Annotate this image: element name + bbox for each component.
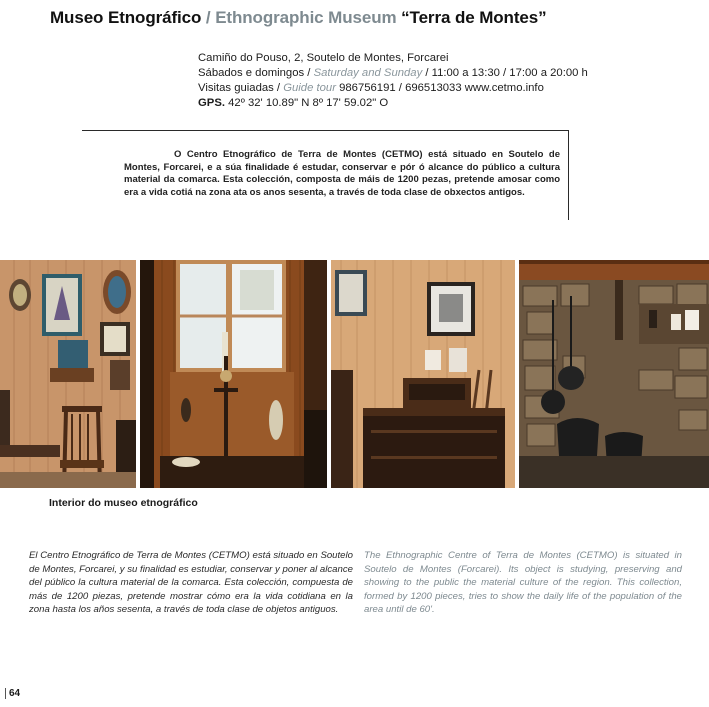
- title-english: Ethnographic Museum: [215, 8, 397, 27]
- gps-line: [198, 96, 588, 111]
- title-museum-name: “Terra de Montes”: [396, 8, 547, 27]
- gps-label: GPS.: [198, 97, 225, 109]
- gps-value: 42º 32' 10.89" N 8º 17' 59.02" O: [225, 97, 389, 109]
- intro-galician: O Centro Etnográfico de Terra de Montes (CETMO) está situado en Soutelo de Montes, Forcarei, e a súa finalidade é estudar, conservar e pór ó alcance do público a cultura material da comarca. Esta colección, composta de máis de 1200 pezas, pretende amosar como era a vida cotiá na zona ata os anos sesenta, a través de toda clase de obxectos antigos.: [124, 149, 560, 198]
- days-english: Saturday and Sunday: [313, 67, 423, 79]
- page-number: 64: [5, 688, 20, 699]
- title-galician: Museo Etnográfico: [50, 8, 202, 27]
- page-title: [50, 8, 547, 28]
- photo-caption: Interior do museo etnográfico: [49, 497, 198, 509]
- tours-english: Guide tour: [283, 82, 336, 94]
- hours: / 11:00 a 13:30 / 17:00 a 20:00 h: [422, 67, 588, 79]
- address-line: Camiño do Pouso, 2, Soutelo de Montes, Forcarei: [198, 52, 449, 64]
- days-galician: Sábados e domingos /: [198, 67, 314, 79]
- phones-website: 986756191 / 696513033 www.cetmo.info: [335, 82, 544, 94]
- tours-galician: Visitas guiadas /: [198, 82, 284, 94]
- body-spanish: El Centro Etnográfico de Terra de Montes (CETMO) está situado en Soutelo de Montes, Forcarei, y su finalidad es estudiar, conservar y poner al alcance del público la cultura material de la comarca. Esta colección, compuesta de más de 1200 piezas, pretende mostrar cómo era la vida cotidiana en la zona hasta los años sesenta, a través de toda clase de objetos antiguos.: [29, 550, 353, 616]
- photo-museum-hearth: [519, 260, 709, 488]
- guided-tours-line: [198, 81, 588, 96]
- body-english: The Ethnographic Centre of Terra de Montes (CETMO) is situated in Soutelo de Montes (Forcarei). Its object is studying, preserving and showing to the public the material culture of the region. This collection, formed by 1200 pieces, tries to show the daily life of the population of the area until de 60'.: [364, 550, 682, 616]
- photo-museum-trunk: [331, 260, 515, 488]
- opening-hours-line: [198, 66, 588, 81]
- photo-museum-wall-icons: [0, 260, 136, 488]
- museum-info: [198, 51, 588, 111]
- photo-museum-window: [140, 260, 327, 488]
- title-separator: /: [201, 8, 216, 27]
